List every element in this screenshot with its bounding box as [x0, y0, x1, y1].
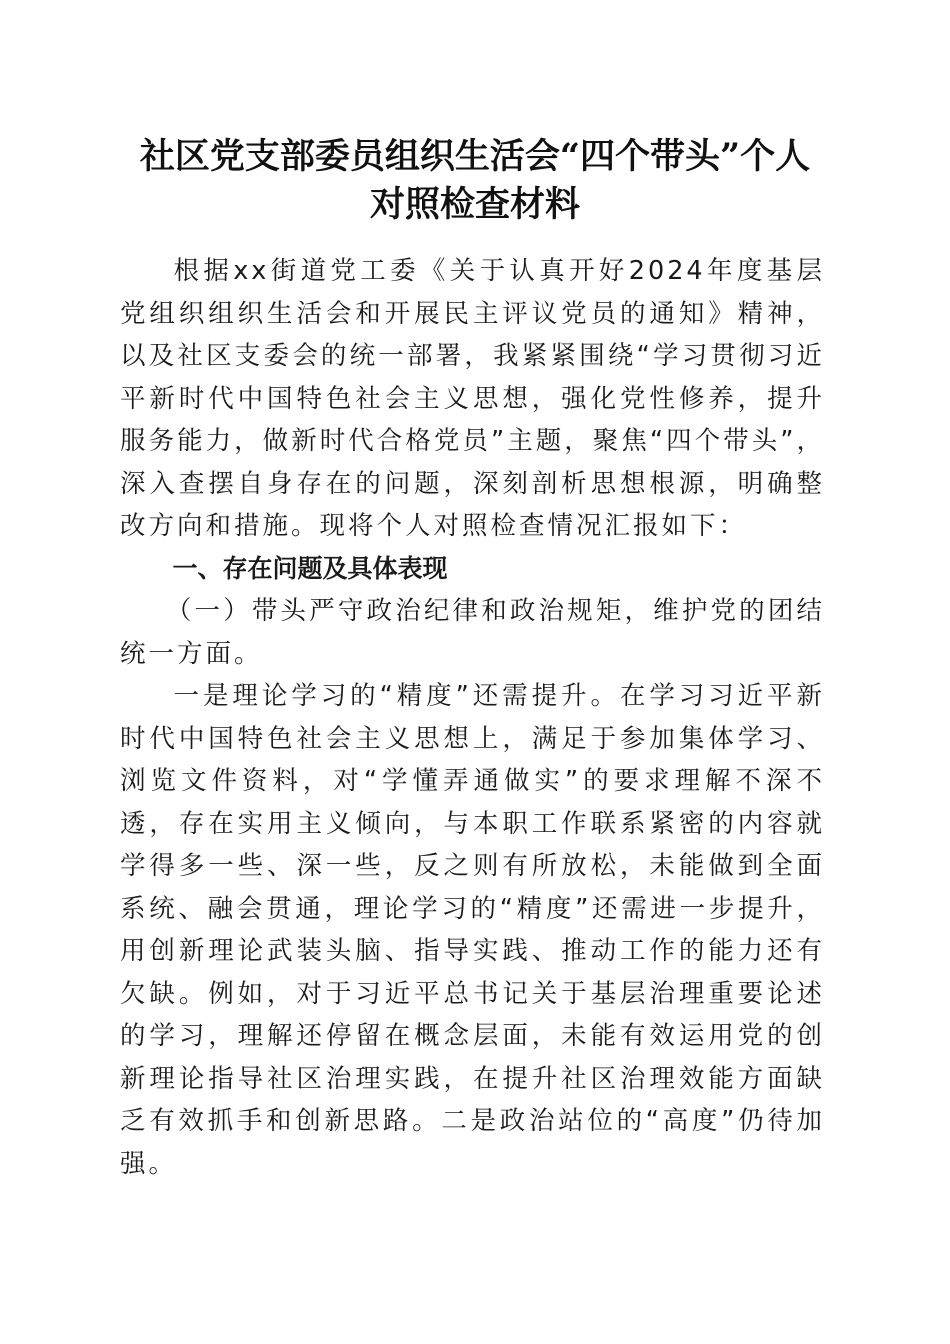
problem-body-1: 在学习习近平新时代中国特色社会主义思想上，满足于参加集体学习、浏览文件资料，对“学懂弄通做实”的要求理解不深不透，存在实用主义倾向，与本职工作联系紧密的内容就学得多一些、深一些，反之则有所放松，未能做到全面系统、融会贯通，理论学习的“精度”还需进一步提升，用创新理论武装头脑、指导实践、推动工作的能力还有欠缺。例如，对于习近平总书记关于基层治理重要论述的学习，理解还停留在概念层面，未能有效运用党的创新理论指导社区治理实践，在提升社区治理效能方面缺乏有效抓手和创新思路。 — [120, 681, 825, 1136]
section-heading: 一、存在问题及具体表现 — [172, 553, 448, 583]
problem-lead-1: 一是理论学习的“精度”还需提升。 — [173, 681, 620, 711]
problem-paragraph — [120, 675, 825, 1185]
subsection-heading: （一）带头严守政治纪律和政治规矩，维护党的团结统一方面。 — [120, 596, 825, 669]
problem-lead-2: 二是政治站位的“高度”仍待加强。 — [120, 1106, 825, 1179]
document-title — [100, 133, 850, 229]
document-body — [120, 250, 825, 1185]
intro-paragraph: 根据xx街道党工委《关于认真开好2024年度基层党组织组织生活会和开展民主评议党员的通知》精神，以及社区支委会的统一部署，我紧紧围绕“学习贯彻习近平新时代中国特色社会主义思想，强化党性修养，提升服务能力，做新时代合格党员”主题，聚焦“四个带头”，深入查摆自身存在的问题，深刻剖析思想根源，明确整改方向和措施。现将个人对照检查情况汇报如下： — [120, 256, 825, 541]
title-line-2: 对照检查材料 — [369, 184, 580, 225]
title-line-1: 社区党支部委员组织生活会“四个带头”个人 — [139, 136, 811, 177]
